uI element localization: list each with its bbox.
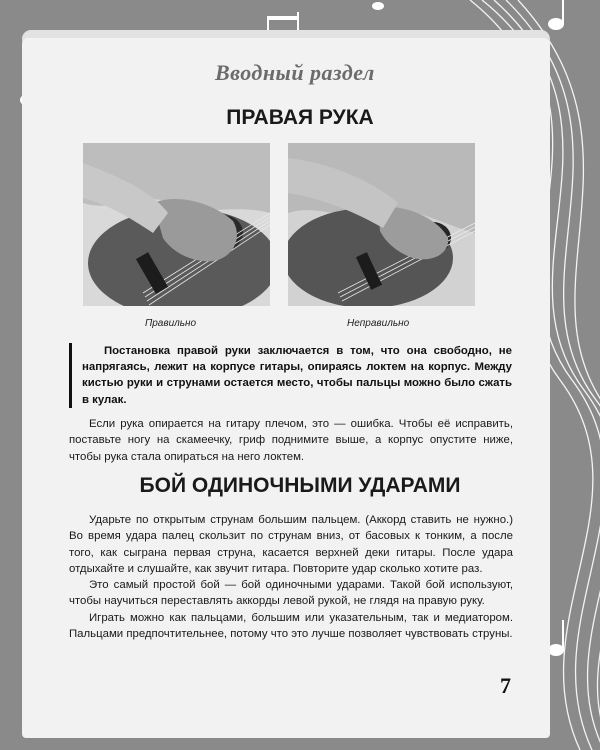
caption-incorrect: Неправильно (347, 318, 410, 329)
heading-right-hand: ПРАВАЯ РУКА (226, 106, 374, 129)
photo-correct-position (83, 143, 270, 306)
photo-incorrect-position (288, 143, 475, 306)
callout-right-hand: Постановка правой руки заключается в том, что она свободно, не напрягаясь, лежит на корпусе гитары, опираясь локтем на корпус. Между кистью руки и струнами остается место, чтобы пальцы можно было сжать в кулак. (69, 343, 512, 408)
page-number: 7 (500, 673, 511, 698)
section-title: Вводный раздел (215, 60, 375, 85)
heading-single-strokes: БОЙ ОДИНОЧНЫМИ УДАРАМИ (139, 474, 461, 497)
paragraph-mistake: Если рука опирается на гитару плечом, это — ошибка. Чтобы её исправить, поставьте ногу на скамеечку, гриф поднимите выше, а корпус опустите ниже, чтобы рука стала опираться на него локтем. (69, 418, 513, 463)
paragraph-simple-stroke: Это самый простой бой — бой одиночными ударами. Такой бой используют, чтобы научиться переставлять аккорды левой рукой, не глядя на правую руку. (69, 579, 513, 608)
paragraph-fingers: Играть можно как пальцами, большим или указательным, так и медиатором. Пальцами предпочтительнее, потому что это лучше позволяет чувствовать струны. (69, 612, 513, 641)
caption-correct: Правильно (145, 318, 197, 329)
paragraph-strike: Ударьте по открытым струнам большим пальцем. (Аккорд ставить не нужно.) Во время удара палец скользит по струнам вниз, от басовых к тонким, а после того, как сыграна первая струна, касается верхней деки гитары. После удара отдыхайте и слушайте, как звучит гитара. Повторите удар сколько хотите раз. (69, 514, 513, 575)
